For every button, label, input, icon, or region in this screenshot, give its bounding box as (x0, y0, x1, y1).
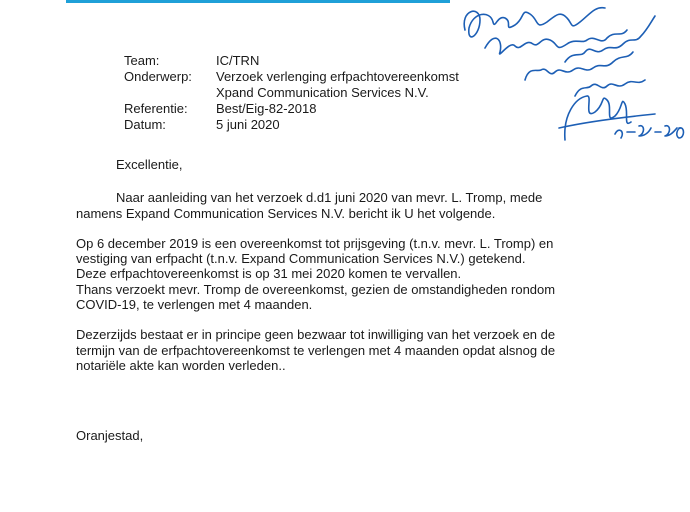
header-label: Onderwerp: (124, 69, 192, 84)
letter-header (124, 53, 459, 133)
paragraph-line: Naar aanleiding van het verzoek d.d1 juni 2020 van mevr. L. Tromp, mede (116, 190, 543, 206)
header-label: Referentie: (124, 101, 188, 116)
header-row-reference (124, 101, 459, 117)
header-value: Best/Eig-82-2018 (216, 101, 317, 116)
header-row-subject (124, 69, 459, 85)
header-label: Datum: (124, 117, 166, 132)
paragraph-line: vestiging van erfpacht (t.n.v. Expand Communication Services N.V.) getekend. (76, 251, 526, 267)
paragraph-line: COVID-19, te verlengen met 4 maanden. (76, 297, 313, 313)
header-row-date (124, 117, 459, 133)
paragraph-line: termijn van de erfpachtovereenkomst te verlengen met 4 maanden opdat alsnog de (76, 342, 556, 358)
paragraph-1 (76, 190, 596, 221)
paragraph-line: notariële akte kan worden verleden.. (76, 357, 286, 373)
paragraph-line: namens Expand Communication Services N.V. bericht ik U het volgende. (76, 205, 496, 221)
header-label (124, 85, 216, 101)
header-row-subject-cont (124, 85, 459, 101)
paragraph-line: Op 6 december 2019 is een overeenkomst tot prijsgeving (t.n.v. mevr. L. Tromp) en (76, 235, 554, 251)
paragraph-line: Deze erfpachtovereenkomst is op 31 mei 2020 komen te vervallen. (76, 266, 462, 282)
salutation: Excellentie, (116, 157, 183, 172)
paragraph-2 (76, 236, 596, 312)
paragraph-line: Thans verzoekt mevr. Tromp de overeenkomst, gezien de omstandigheden rondom (76, 281, 556, 297)
header-value: Xpand Communication Services N.V. (216, 85, 429, 100)
header-value: Verzoek verlenging erfpachtovereenkomst (216, 69, 459, 84)
header-accent-bar (66, 0, 450, 3)
header-value: IC/TRN (216, 53, 260, 68)
closing-place: Oranjestad, (76, 428, 144, 443)
header-value: 5 juni 2020 (216, 117, 280, 132)
handwritten-annotation (455, 0, 690, 150)
header-label: Team: (124, 53, 160, 68)
header-row-team (124, 53, 459, 69)
paragraph-line: Dezerzijds bestaat er in principe geen bezwaar tot inwilliging van het verzoek en de (76, 327, 556, 343)
letter-body (76, 157, 596, 373)
paragraph-3 (76, 327, 596, 373)
